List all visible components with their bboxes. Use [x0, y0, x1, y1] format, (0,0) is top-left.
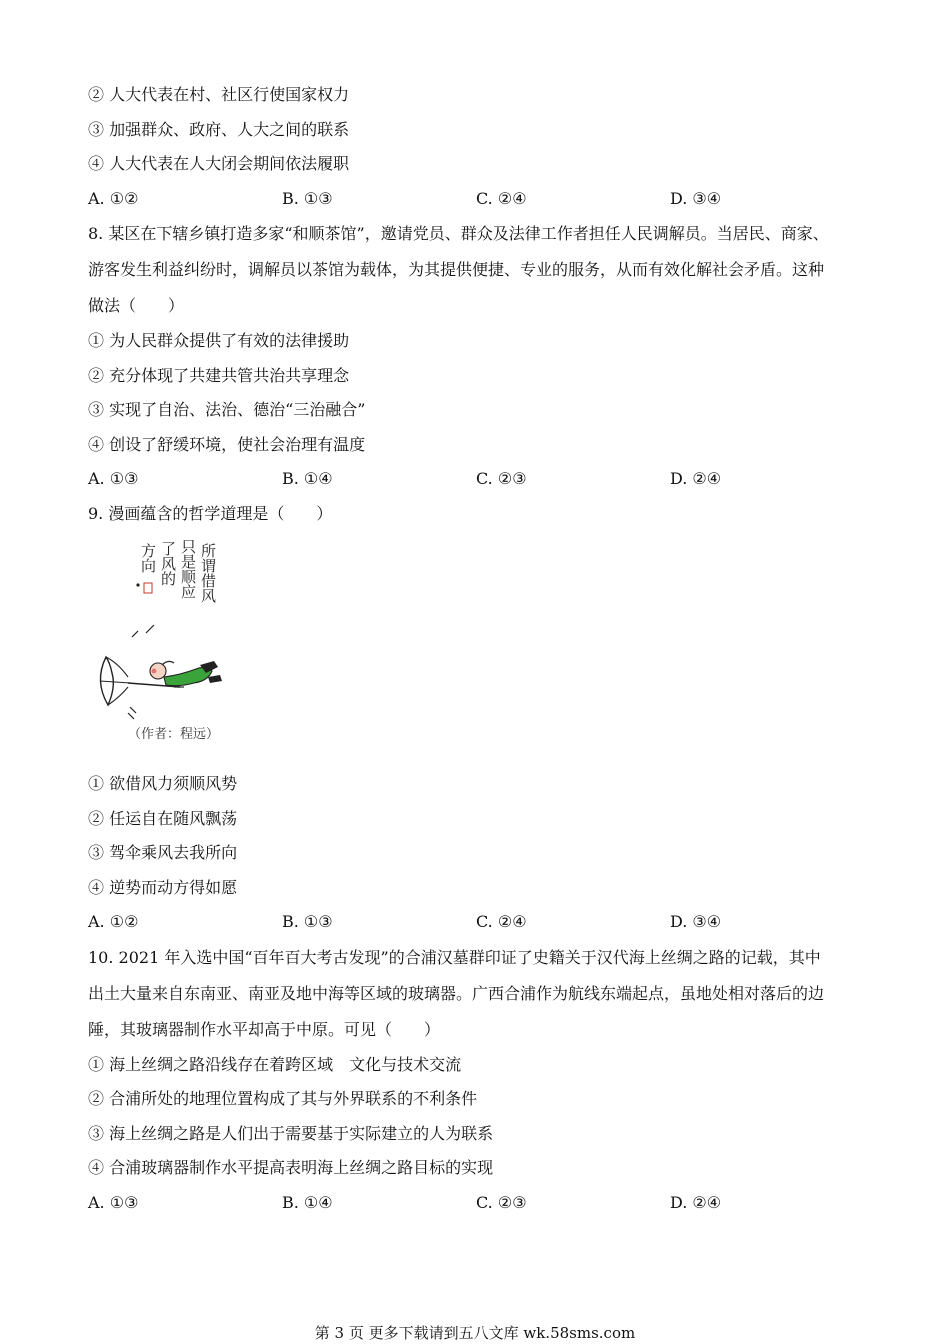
question-10	[88, 940, 878, 1221]
cartoon-illustration	[88, 537, 248, 727]
cartoon-figure	[88, 537, 248, 753]
q9-item-1: ① 欲借风力须顺风势	[88, 774, 238, 793]
q8-item-1: ① 为人民群众提供了有效的法律援助	[88, 331, 350, 350]
q7-option-c[interactable]: C. ②④	[476, 188, 527, 208]
q10-item-2: ② 合浦所处的地理位置构成了其与外界联系的不利条件	[88, 1089, 478, 1108]
q7-item-4: ④ 人大代表在人大闭会期间依法履职	[88, 154, 350, 173]
q9-item-2: ② 任运自在随风飘荡	[88, 808, 238, 828]
page-footer: 第 3 页 更多下载请到五八文库 wk.58sms.com	[314, 1324, 636, 1342]
cartoon-caption: （作者：程远）	[128, 727, 220, 742]
q8-item-2: ② 充分体现了共建共管共治共享理念	[88, 365, 350, 385]
q8-options	[88, 462, 878, 497]
q8-item-3: ③ 实现了自治、法治、德治“三治融合”	[88, 400, 366, 419]
q7-option-a[interactable]: A. ①②	[88, 188, 139, 208]
question-9	[88, 497, 878, 940]
q8-option-a[interactable]: A. ①③	[88, 469, 139, 488]
seal-mark	[144, 583, 152, 593]
q10-option-a[interactable]: A. ①③	[88, 1192, 139, 1212]
q8-item-4: ④ 创设了舒缓环境，使社会治理有温度	[88, 434, 366, 454]
q10-option-d[interactable]: D. ②④	[670, 1192, 722, 1212]
q8-stem-line-3: 做法（ ）	[88, 296, 185, 315]
q10-item-3: ③ 海上丝绸之路是人们出于需要基于实际建立的人为联系	[88, 1123, 494, 1143]
q8-stem-line-1: 8. 某区在下辖乡镇打造多家“和顺茶馆”，邀请党员、群众及法律工作者担任人民调解员。当居民、商家、	[88, 224, 829, 243]
q9-option-c[interactable]: C. ②④	[476, 912, 527, 931]
q8-option-d[interactable]: D. ②④	[670, 469, 722, 488]
q7-item-3: ③ 加强群众、政府、人大之间的联系	[88, 119, 350, 139]
question-8	[88, 216, 878, 497]
ink-dot	[136, 583, 139, 586]
q7-option-d[interactable]: D. ③④	[670, 188, 722, 208]
cartoon-text-col-4: 方向	[139, 543, 157, 573]
q9-stem: 9. 漫画蕴含的哲学道理是（ ）	[88, 503, 333, 523]
q7-options	[88, 182, 878, 217]
wind-line-icon	[128, 713, 134, 719]
page-content	[88, 78, 878, 1220]
q8-option-c[interactable]: C. ②③	[476, 469, 527, 488]
q10-item-1: ① 海上丝绸之路沿线存在着跨区域 文化与技术交流	[88, 1054, 462, 1074]
q8-stem-line-2: 游客发生利益纠纷时，调解员以茶馆为载体，为其提供便捷、专业的服务，从而有效化解社会矛盾。这种	[88, 260, 825, 279]
q10-stem-line-3: 陲，其玻璃器制作水平却高于中原。可见（ ）	[88, 1019, 441, 1039]
q10-options	[88, 1186, 878, 1221]
wind-line-icon	[130, 707, 136, 713]
cartoon-text-col-1: 所谓借风	[199, 543, 217, 603]
q9-item-3: ③ 驾伞乘风去我所向	[88, 843, 238, 862]
flying-person-icon	[150, 661, 222, 687]
q9-option-b[interactable]: B. ①③	[282, 912, 333, 931]
q7-option-b[interactable]: B. ①③	[282, 188, 333, 208]
q9-options	[88, 905, 878, 940]
q8-option-b[interactable]: B. ①④	[282, 469, 333, 488]
question-7	[88, 78, 878, 216]
cartoon-text-col-2: 只是顺应	[179, 539, 197, 599]
q9-option-d[interactable]: D. ③④	[670, 912, 722, 931]
q10-item-4: ④ 合浦玻璃器制作水平提高表明海上丝绸之路目标的实现	[88, 1158, 494, 1177]
q10-stem-line-2: 出土大量来自东南亚、南亚及地中海等区域的玻璃器。广西合浦作为航线东端起点，虽地处相对落后的边	[88, 983, 825, 1003]
wind-line-icon	[146, 625, 154, 633]
wind-line-icon	[132, 631, 138, 637]
q7-item-2: ② 人大代表在村、社区行使国家权力	[88, 85, 350, 104]
q9-option-a[interactable]: A. ①②	[88, 912, 139, 931]
q9-item-4: ④ 逆势而动方得如愿	[88, 877, 238, 897]
q10-stem-line-1: 10. 2021 年入选中国“百年百大考古发现”的合浦汉墓群印证了史籍关于汉代海上丝绸之路的记载，其中	[88, 947, 821, 967]
q10-option-b[interactable]: B. ①④	[282, 1192, 333, 1212]
q10-option-c[interactable]: C. ②③	[476, 1192, 527, 1212]
cartoon-text-col-3: 了风的	[159, 541, 177, 586]
